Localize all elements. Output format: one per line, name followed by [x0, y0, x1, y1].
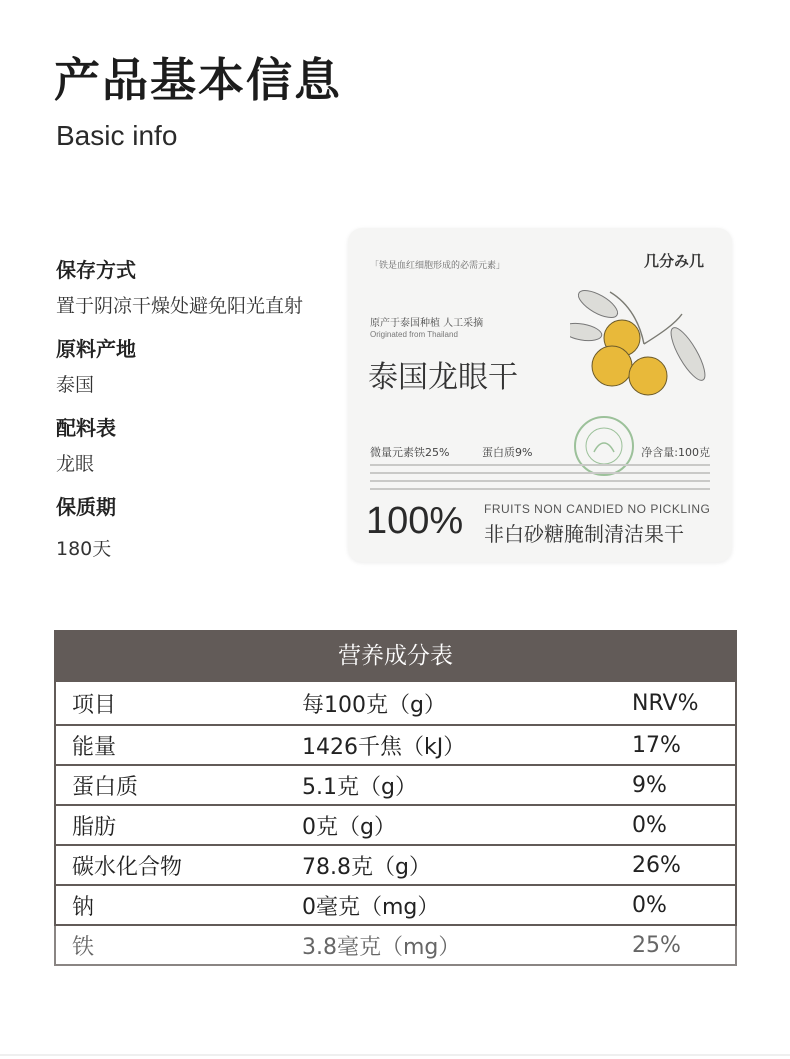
table-cell: 5.1克（g） [302, 774, 417, 800]
package-fine-print [370, 464, 710, 494]
info-item-origin [56, 333, 356, 412]
info-value: 泰国 [56, 374, 95, 396]
package-claim-en: FRUITS NON CANDIED NO PICKLING [484, 502, 711, 516]
info-label: 保质期 [56, 495, 116, 519]
table-cell: 0% [632, 812, 667, 838]
nutrition-table-title: 营养成分表 [54, 630, 737, 682]
brand-logo: 几分み几 [643, 252, 704, 270]
info-label: 配料表 [56, 416, 116, 440]
info-value: 180天 [56, 538, 112, 560]
page-subtitle: Basic info [56, 120, 178, 151]
table-cell: 1426千焦（kJ） [302, 734, 466, 760]
stat-iron: 微量元素铁25% [370, 446, 450, 459]
column-header: 项目 [72, 692, 117, 718]
table-row [54, 886, 737, 926]
divider [0, 1054, 790, 1056]
table-row [54, 846, 737, 886]
nutrition-table [54, 630, 737, 966]
info-item-ingredients [56, 412, 356, 491]
stat-net-weight: 净含量:100克 [641, 446, 710, 459]
info-item-shelf-life [56, 491, 356, 570]
column-header: NRV% [632, 690, 699, 716]
table-cell: 0% [632, 892, 667, 918]
table-row [54, 806, 737, 846]
info-label: 原料产地 [56, 337, 136, 361]
package-product-name: 泰国龙眼干 [368, 360, 518, 395]
table-cell: 能量 [72, 734, 117, 760]
package-origin-en: Originated from Thailand [370, 330, 458, 339]
table-cell: 9% [632, 772, 667, 798]
table-row [54, 926, 737, 966]
table-cell: 17% [632, 732, 681, 758]
table-cell: 3.8毫克（mg） [302, 934, 461, 960]
table-cell: 钠 [72, 894, 95, 920]
page-title: 产品基本信息 [54, 53, 342, 107]
info-value: 置于阴凉干燥处避免阳光直射 [56, 295, 304, 317]
table-cell: 25% [632, 932, 681, 958]
table-cell: 铁 [72, 934, 95, 960]
table-cell: 26% [632, 852, 681, 878]
table-cell: 碳水化合物 [72, 854, 183, 880]
table-cell: 0克（g） [302, 814, 396, 840]
table-cell: 蛋白质 [72, 774, 139, 800]
table-row [54, 766, 737, 806]
package-origin: 原产于泰国种植 人工采摘 [370, 318, 484, 329]
table-cell: 脂肪 [72, 814, 117, 840]
longan-fruit-illustration [570, 284, 720, 414]
table-header-row [54, 682, 737, 726]
info-item-storage [56, 254, 356, 333]
package-percent: 100% [366, 500, 464, 542]
table-cell: 78.8克（g） [302, 854, 431, 880]
product-package-image [348, 228, 732, 562]
table-cell: 0毫克（mg） [302, 894, 440, 920]
package-claim-cn: 非白砂糖腌制清洁果干 [484, 522, 684, 546]
basic-info-list [56, 254, 356, 570]
info-label: 保存方式 [56, 258, 136, 282]
info-value: 龙眼 [56, 453, 95, 475]
package-tagline: 「铁是血红细胞形成的必需元素」 [370, 261, 506, 271]
column-header: 每100克（g） [302, 692, 446, 718]
stat-protein: 蛋白质9% [482, 446, 533, 459]
table-row [54, 726, 737, 766]
